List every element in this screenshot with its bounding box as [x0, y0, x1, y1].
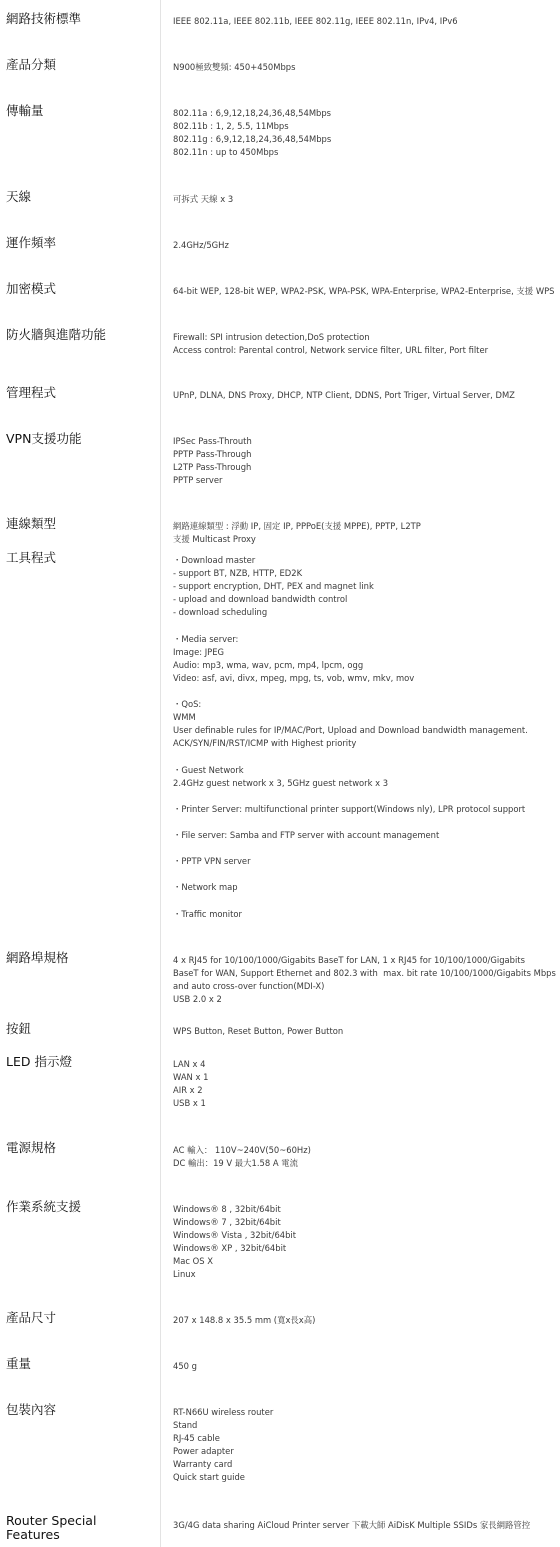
spec-label: 管理程式 — [6, 385, 57, 400]
spec-value — [173, 520, 557, 546]
spec-value-line: IEEE 802.11a, IEEE 802.11b, IEEE 802.11g, IEEE 802.11n, IPv4, IPv6 — [173, 16, 458, 26]
spec-value — [173, 193, 557, 206]
spec-value-line: ・Traffic monitor — [173, 908, 242, 919]
spec-value — [173, 1314, 557, 1327]
spec-value-line: Image: JPEG — [173, 646, 225, 657]
spec-value-line: 64-bit WEP, 128-bit WEP, WPA2-PSK, WPA-PSK, WPA-Enterprise, WPA2-Enterprise, 支援 WPS — [173, 286, 555, 296]
spec-value-line: ・Download master — [173, 555, 256, 565]
spec-value — [173, 435, 557, 487]
spec-value-line: Access control: Parental control, Network service filter, URL filter, Port filter — [173, 345, 489, 356]
spec-value-line: WAN x 1 — [173, 1072, 209, 1083]
spec-label: 運作頻率 — [6, 235, 57, 250]
spec-value-line: Linux — [173, 1269, 196, 1280]
spec-label: 天線 — [6, 189, 32, 204]
spec-value-line: ・Media server: — [173, 633, 239, 644]
spec-value-line — [173, 685, 557, 698]
spec-value — [173, 1203, 557, 1282]
spec-value-line — [173, 816, 557, 829]
spec-label: 產品尺寸 — [6, 1310, 57, 1325]
spec-value-line: PPTP server — [173, 475, 223, 486]
spec-value-line: WPS Button, Reset Button, Power Button — [173, 1026, 344, 1036]
spec-value — [173, 1025, 557, 1038]
spec-value-line: 802.11b : 1, 2, 5.5, 11Mbps — [173, 121, 289, 132]
spec-label: 按鈕 — [6, 1021, 32, 1036]
spec-value — [173, 331, 557, 357]
spec-value-line: 207 x 148.8 x 35.5 mm (寬x長x高) — [173, 1315, 316, 1325]
spec-label: 連線類型 — [6, 516, 57, 531]
spec-label: 重量 — [6, 1356, 32, 1371]
spec-value-line: 2.4GHz/5GHz — [173, 240, 229, 250]
spec-value-line: Mac OS X — [173, 1256, 213, 1267]
spec-value-line: N900極致雙頻: 450+450Mbps — [173, 62, 296, 72]
spec-value-line: Video: asf, avi, divx, mpeg, mpg, ts, vob, wmv, mkv, mov — [173, 672, 415, 683]
spec-value-line: ・PPTP VPN server — [173, 856, 251, 867]
spec-label: 電源規格 — [6, 1140, 57, 1155]
spec-label: 網路技術標準 — [6, 11, 82, 26]
spec-value-line: ・File server: Samba and FTP server with account management — [173, 829, 440, 840]
spec-value-line: 802.11g : 6,9,12,18,24,36,48,54Mbps — [173, 134, 332, 145]
spec-value-line — [173, 868, 557, 881]
spec-label: Router Special Features — [6, 1513, 97, 1542]
spec-value — [173, 1360, 557, 1373]
spec-value — [173, 954, 557, 1006]
spec-value — [173, 1058, 557, 1110]
spec-value-line: AIR x 2 — [173, 1085, 203, 1096]
spec-value-line: 3G/4G data sharing AiCloud Printer server 下載大師 AiDisK Multiple SSIDs 家長網路管控 — [173, 1520, 531, 1530]
spec-value — [173, 389, 557, 402]
spec-value-line: LAN x 4 — [173, 1059, 206, 1069]
spec-value — [173, 239, 557, 252]
spec-value-line: BaseT for WAN, Support Ethernet and 802.3 with max. bit rate 10/100/1000/Gigabits Mbps — [173, 968, 556, 979]
spec-value-line: 支援 Multicast Proxy — [173, 534, 256, 545]
spec-label: LED 指示燈 — [6, 1054, 72, 1069]
spec-label: 工具程式 — [6, 550, 57, 565]
spec-label: 傳輸量 — [6, 103, 44, 118]
spec-value-line: ACK/SYN/FIN/RST/ICMP with Highest priority — [173, 738, 357, 749]
spec-value-line: PPTP Pass-Through — [173, 449, 252, 460]
spec-value-line: Windows® 8 , 32bit/64bit — [173, 1204, 281, 1214]
spec-value-line: - support encryption, DHT, PEX and magnet link — [173, 581, 374, 592]
spec-value — [173, 1519, 557, 1532]
spec-label: 加密模式 — [6, 281, 57, 296]
spec-value — [173, 61, 557, 74]
spec-value-line — [173, 842, 557, 855]
spec-value — [173, 15, 557, 28]
spec-label: 產品分類 — [6, 57, 57, 72]
spec-value-line: UPnP, DLNA, DNS Proxy, DHCP, NTP Client, DDNS, Port Triger, Virtual Server, DMZ — [173, 390, 515, 400]
spec-value-line: Windows® Vista , 32bit/64bit — [173, 1230, 297, 1241]
spec-value-line: Windows® XP , 32bit/64bit — [173, 1243, 287, 1254]
spec-value-line: 2.4GHz guest network x 3, 5GHz guest network x 3 — [173, 777, 389, 788]
spec-value-line: Quick start guide — [173, 1472, 245, 1483]
spec-value-line: RT-N66U wireless router — [173, 1407, 274, 1417]
spec-value-line: RJ-45 cable — [173, 1433, 220, 1444]
spec-value-line: and auto cross-over function(MDI-X) — [173, 981, 325, 992]
spec-value-line: IPSec Pass-Throuth — [173, 436, 252, 446]
spec-value-line — [173, 790, 557, 803]
spec-value-line — [173, 750, 557, 763]
column-divider — [160, 0, 161, 1547]
spec-value-line — [173, 894, 557, 907]
spec-label: 網路埠規格 — [6, 950, 69, 965]
spec-value — [173, 554, 557, 921]
spec-value-line: USB 2.0 x 2 — [173, 994, 222, 1005]
spec-value-line: 4 x RJ45 for 10/100/1000/Gigabits BaseT for LAN, 1 x RJ45 for 10/100/1000/Gigabits — [173, 955, 525, 965]
spec-value-line: ・QoS: — [173, 699, 202, 710]
spec-value — [173, 285, 557, 298]
spec-value-line: ・Guest Network — [173, 764, 244, 775]
spec-value-line: L2TP Pass-Through — [173, 462, 252, 473]
spec-value-line: 網路連線類型 : 浮動 IP, 固定 IP, PPPoE(支援 MPPE), PPTP, L2TP — [173, 521, 421, 531]
spec-value-line: Stand — [173, 1420, 198, 1431]
spec-value-line: WMM — [173, 712, 196, 723]
spec-value-line: - support BT, NZB, HTTP, ED2K — [173, 568, 303, 579]
spec-value-line: - download scheduling — [173, 607, 268, 618]
spec-value-line: Audio: mp3, wma, wav, pcm, mp4, lpcm, ogg — [173, 659, 364, 670]
spec-value-line: Windows® 7 , 32bit/64bit — [173, 1217, 281, 1228]
spec-value-line: 802.11n : up to 450Mbps — [173, 147, 279, 158]
spec-value-line: AC 輸入： 110V~240V(50~60Hz) — [173, 1145, 311, 1155]
spec-value-line: Firewall: SPI intrusion detection,DoS protection — [173, 332, 370, 342]
spec-value-line — [173, 619, 557, 632]
spec-value — [173, 107, 557, 159]
spec-value-line: 450 g — [173, 1361, 197, 1371]
spec-label: 作業系統支援 — [6, 1199, 82, 1214]
spec-label: 包裝內容 — [6, 1402, 57, 1417]
spec-label: VPN支援功能 — [6, 431, 82, 446]
spec-value-line: ・Printer Server: multifunctional printer support(Windows nly), LPR protocol support — [173, 803, 526, 814]
spec-value-line: User definable rules for IP/MAC/Port, Upload and Download bandwidth management. — [173, 725, 528, 736]
spec-value-line: Warranty card — [173, 1459, 233, 1470]
spec-value-line: 可拆式 天線 x 3 — [173, 194, 234, 204]
spec-value-line: USB x 1 — [173, 1098, 206, 1109]
spec-value — [173, 1144, 557, 1170]
spec-value-line: Power adapter — [173, 1446, 234, 1457]
spec-value — [173, 1406, 557, 1485]
spec-label: 防火牆與進階功能 — [6, 327, 107, 342]
spec-value-line: - upload and download bandwidth control — [173, 594, 348, 605]
spec-value-line: 802.11a : 6,9,12,18,24,36,48,54Mbps — [173, 108, 332, 118]
spec-value-line: ・Network map — [173, 882, 238, 893]
spec-value-line: DC 輸出：19 V 最大1.58 A 電流 — [173, 1158, 298, 1169]
